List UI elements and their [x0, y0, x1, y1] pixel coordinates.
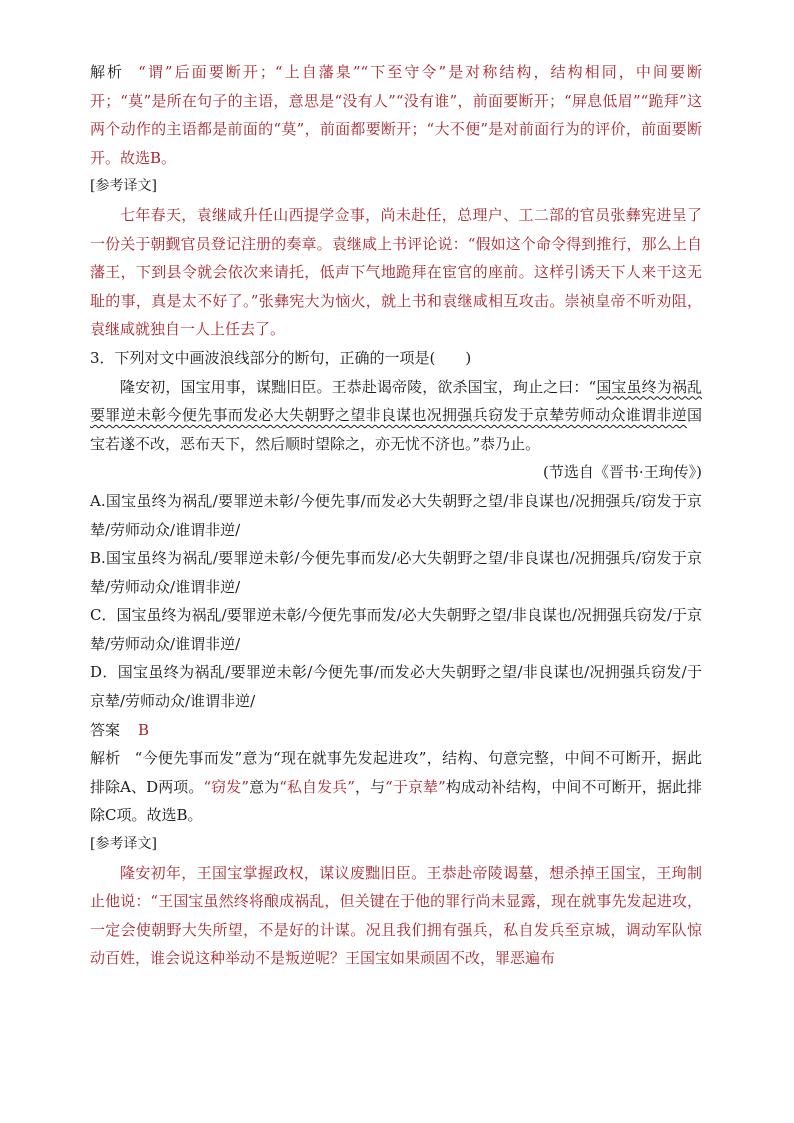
translation-heading-2: [参考译文] — [90, 836, 157, 853]
document-page — [90, 58, 702, 973]
option-d: D．国宝虽终为祸乱/要罪逆未彰/今便先事/而发必大失朝野之望/非良谋也/况拥强兵窃发/于京辇/劳师动众/谁谓非逆/ — [90, 663, 702, 711]
analysis-text-3: ，与 — [354, 777, 386, 796]
analysis-text-4: 构成动补结构，中间不可断开，据此排除C项。故选B。 — [90, 777, 702, 825]
option-b: B.国宝虽终为祸乱/要罪逆未彰/今便先事而发/必大失朝野之望/非良谋也/况拥强兵/窃发于京辇/劳师动众/谁谓非逆/ — [90, 549, 702, 596]
translation-text-2: 隆安初年，王国宝掌握政权，谋议废黜旧臣。王恭赴帝陵谒墓，想杀掉王国宝，王珣制止他说：“王国宝虽然终将酿成祸乱，但关键在于他的罪行尚未显露，现在就事先发起进攻，一定会使朝野大失所望，不是好的计谋。况且我们拥有强兵，私自发兵至京城，调动军队惊动百姓，谁会说这种举动不是叛逆呢？王国宝如果顽固不改，罪恶遍布 — [90, 863, 702, 968]
passage-post: 国宝若遂不改，恶布天下，然后顺时望除之，亦无忧不济也。”恭乃止。 — [90, 406, 702, 453]
question-stem: 3．下列对文中画波浪线部分的断句，正确的一项是( ) — [90, 348, 472, 367]
passage-source: (节选自《晋书·王珣传》) — [543, 463, 702, 482]
question-passage — [90, 373, 702, 459]
analysis-label: 解析 — [90, 749, 121, 768]
translation-text: 七年春天，袁继咸升任山西提学佥事，尚未赴任，总理户、工二部的官员张彝宪进呈了一份关于朝觐官员登记注册的奏章。袁继咸上书评论说：“假如这个命令得到推行，那么上自藩王，下到县令就会依次来请托，低声下气地跪拜在宦官的座前。这样引诱天下人来干这无耻的事，真是太不好了。”张彝宪大为恼火，就上书和袁继咸相互攻击。崇祯皇帝不听劝阻，袁继咸就独自一人上任去了。 — [90, 205, 702, 339]
analysis-text-2: 意为 — [249, 777, 280, 796]
translation-heading: [参考译文] — [90, 178, 157, 195]
passage-pre: 隆安初，国宝用事，谋黜旧臣。王恭赴谒帝陵，欲杀国宝，珣止之曰：“ — [120, 377, 597, 396]
answer-line — [90, 716, 702, 745]
analysis-label: 解析 — [90, 63, 125, 81]
option-c: C．国宝虽终为祸乱/要罪逆未彰/今便先事而发/必大失朝野之望/非良谋也/况拥强兵窃发/于京辇/劳师动众/谁谓非逆/ — [90, 606, 702, 653]
analysis-quote-1: “窃发” — [203, 777, 249, 796]
answer-label: 答案 — [90, 720, 121, 739]
answer-value: B — [138, 720, 150, 739]
analysis-text: “谓”后面要断开；“上自藩臬”“下至守令”是对称结构，结构相同，中间要断开；“莫”是所在句子的主语，意思是“没有人”“没有谁”，前面要断开；“屏息低眉”“跪拜”这两个动作的主语都是前面的“莫”，前面都要断开；“大不便”是对前面行为的评价，前面要断开。故选B。 — [90, 63, 702, 167]
passage-wavy-segment: 国宝虽终为祸乱要罪逆未彰今便先事而发必大失朝野之望非良谋也况拥强兵窃发于京辇劳师动众谁谓非逆 — [90, 377, 702, 425]
analysis-quote-3: “于京辇” — [385, 777, 446, 796]
q2-analysis — [90, 58, 702, 172]
analysis-text-1: “今便先事而发”意为“现在就事先发起进攻”，结构、句意完整，中间不可断开，据此排除A、D两项。 — [90, 749, 702, 796]
q3-analysis — [90, 744, 702, 830]
option-a: A.国宝虽终为祸乱/要罪逆未彰/今便先事/而发必大失朝野之望/非良谋也/况拥强兵/窃发于京辇/劳师动众/谁谓非逆/ — [90, 491, 702, 539]
analysis-quote-2: “私自发兵” — [279, 777, 355, 796]
